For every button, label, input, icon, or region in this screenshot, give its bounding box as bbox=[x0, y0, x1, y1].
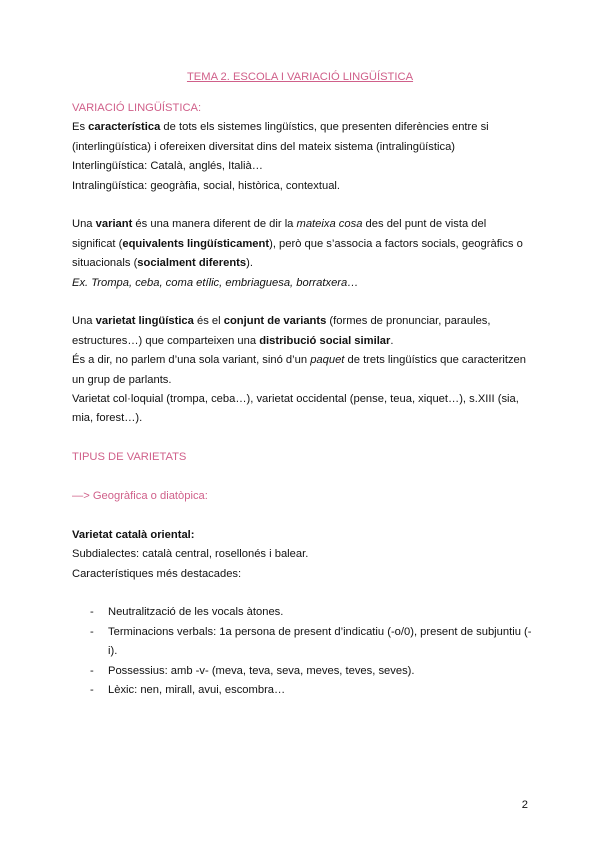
paragraph-es-a-dir bbox=[72, 351, 532, 390]
list-item: - Lèxic: nen, mirall, avui, escombra… bbox=[72, 681, 532, 700]
text-run: des del punt de vista del significat ( bbox=[72, 218, 487, 250]
document-body bbox=[72, 99, 532, 701]
text-run: és una manera diferent de dir la bbox=[132, 218, 297, 231]
spacer bbox=[72, 429, 532, 448]
list-item: - Possessius: amb -v- (meva, teva, seva, meves, teves, seves). bbox=[72, 662, 532, 681]
spacer bbox=[72, 584, 532, 603]
bold-term: característica bbox=[88, 121, 161, 134]
text-run: És a dir, no parlem d’una sola variant, sinó d’un bbox=[72, 354, 311, 367]
spacer bbox=[72, 468, 532, 487]
text-run: de tots els sistemes lingüístics, que presenten diferències entre si (interlingüística) i ofereixen diversitat dins del mateix sistema (intralingüística) bbox=[72, 121, 489, 153]
text-run: és el bbox=[193, 315, 224, 328]
spacer bbox=[72, 293, 532, 312]
text-run: Es bbox=[72, 121, 89, 134]
spacer bbox=[72, 506, 532, 525]
paragraph-example bbox=[72, 274, 532, 293]
text-run: (formes de pronunciar, paraules, estructures…) que comparteixen una bbox=[72, 315, 491, 347]
italic-term: paquet bbox=[310, 354, 345, 367]
page-number: 2 bbox=[521, 799, 528, 811]
paragraph-intralinguistica: Intralingüística: geogràfia, social, històrica, contextual. bbox=[72, 179, 341, 192]
text-run: ), però que s’associa a factors socials, geogràfics o situacionals ( bbox=[72, 237, 523, 270]
bold-term: distribució social similar bbox=[259, 334, 391, 347]
text-run: . bbox=[390, 334, 394, 347]
paragraph-interlinguistica: Interlingüística: Català, anglés, Italià… bbox=[72, 160, 263, 173]
bold-term: socialment diferents bbox=[137, 257, 247, 270]
list-item: - Neutralització de les vocals àtones. bbox=[72, 603, 532, 622]
paragraph-subdialectes: Subdialectes: català central, rosellonés i balear. bbox=[72, 548, 309, 561]
document-title: TEMA 2. ESCOLA I VARIACIÓ LINGÜÍSTICA bbox=[186, 71, 414, 83]
paragraph-definition bbox=[72, 118, 532, 157]
paragraph-variant bbox=[72, 215, 532, 273]
text-run: de trets lingüístics que caracteritzen un grup de parlants. bbox=[72, 354, 526, 386]
spacer bbox=[72, 196, 532, 215]
italic-term: mateixa cosa bbox=[296, 218, 363, 231]
text-run: Una bbox=[72, 218, 96, 231]
text-run: Una bbox=[72, 315, 96, 328]
text-run: ). bbox=[246, 257, 253, 270]
bold-term: conjunt de variants bbox=[223, 315, 327, 328]
italic-example: Ex. Trompa, ceba, coma etílic, embriaguesa, borratxera… bbox=[72, 276, 359, 289]
paragraph-examples-varietats: Varietat col·loquial (trompa, ceba…), varietat occidental (pense, teua, xiquet…), s.XIII (sia, mia, forest…). bbox=[72, 393, 519, 425]
subheading-geografica: —> Geogràfica o diatòpica: bbox=[72, 490, 208, 503]
paragraph-varietat bbox=[72, 312, 532, 351]
paragraph-caracteristiques: Característiques més destacades: bbox=[72, 567, 242, 580]
features-list bbox=[72, 603, 532, 700]
bold-term: variant bbox=[95, 218, 133, 231]
section-heading-variacio: VARIACIÓ LINGÜÍSTICA: bbox=[72, 102, 202, 114]
bold-term: Varietat català oriental: bbox=[72, 528, 195, 541]
variety-title bbox=[72, 526, 532, 545]
bold-term: varietat lingüística bbox=[95, 315, 194, 328]
list-item: - Terminacions verbals: 1a persona de present d’indicatiu (-o/0), present de subjuntiu (-i). bbox=[72, 623, 532, 662]
bold-term: equivalents lingüísticament bbox=[122, 237, 270, 250]
section-heading-tipus: TIPUS DE VARIETATS bbox=[72, 451, 187, 464]
